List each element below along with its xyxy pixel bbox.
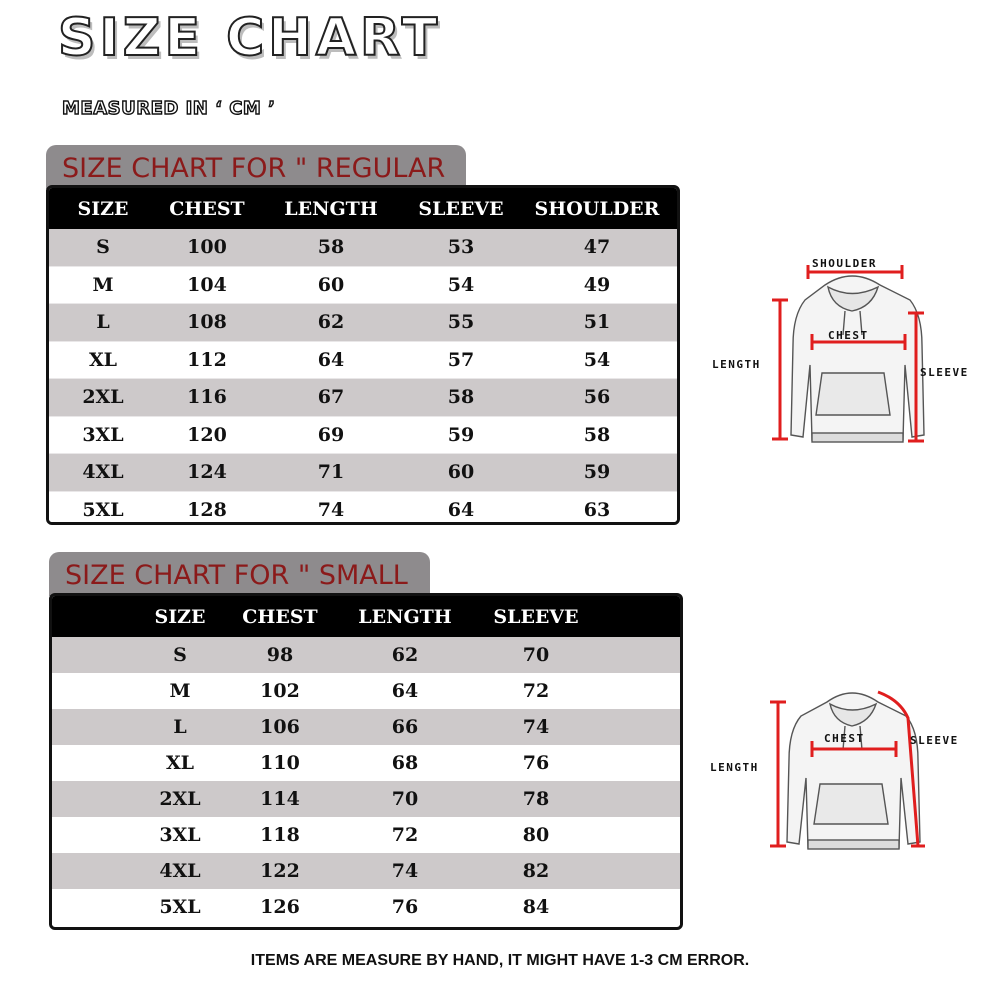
cell-size: 3XL — [82, 423, 124, 446]
disclaimer-note: ITEMS ARE MEASURE BY HAND, IT MIGHT HAVE 1-3 CM ERROR. — [250, 952, 750, 969]
cell-sleeve: 54 — [447, 273, 475, 296]
cell-size: M — [169, 680, 191, 702]
cell-length: 66 — [391, 716, 419, 738]
length-measure-label: LENGTH — [712, 358, 761, 371]
cell-sleeve: 76 — [522, 752, 550, 774]
cell-chest: 98 — [266, 644, 294, 666]
cell-shoulder: 59 — [583, 461, 611, 484]
cell-chest: 100 — [187, 236, 227, 259]
table-row — [52, 853, 680, 889]
cell-size: L — [96, 311, 110, 334]
sleeve-measure-label: SLEEVE — [910, 734, 959, 747]
cell-length: 70 — [391, 788, 419, 810]
cell-shoulder: 56 — [583, 386, 611, 409]
table-row — [49, 491, 677, 526]
column-header-length: LENGTH — [284, 197, 378, 220]
cell-shoulder: 49 — [583, 273, 611, 296]
table-row — [49, 266, 677, 304]
table-row — [52, 637, 680, 673]
cell-length: 58 — [317, 236, 345, 259]
cell-sleeve: 60 — [447, 461, 475, 484]
regular-size-table — [46, 185, 680, 525]
column-header-sleeve: SLEEVE — [418, 197, 504, 220]
cell-length: 71 — [317, 461, 345, 484]
cell-length: 72 — [391, 824, 419, 846]
cell-size: XL — [165, 752, 195, 774]
table-body — [49, 229, 677, 525]
column-header-sleeve: SLEEVE — [493, 605, 579, 628]
cell-length: 68 — [391, 752, 419, 774]
table-row — [52, 709, 680, 745]
cell-sleeve: 80 — [522, 824, 550, 846]
column-header-size: SIZE — [154, 605, 206, 628]
chest-measure-label: CHEST — [828, 329, 869, 342]
length-measure-label: LENGTH — [710, 761, 759, 774]
table-row — [49, 229, 677, 266]
cell-sleeve: 70 — [522, 644, 550, 666]
cell-chest: 124 — [187, 461, 227, 484]
cell-sleeve: 84 — [522, 896, 550, 918]
cell-shoulder: 58 — [583, 423, 611, 446]
chest-measure-label: CHEST — [824, 732, 865, 745]
cell-sleeve: 64 — [447, 498, 475, 521]
column-header-shoulder: SHOULDER — [534, 197, 660, 220]
page-title: SIZE CHART — [58, 8, 442, 68]
table-row — [52, 673, 680, 709]
sleeve-measure-label: SLEEVE — [920, 366, 969, 379]
cell-sleeve: 59 — [447, 423, 475, 446]
column-header-chest: CHEST — [242, 605, 318, 628]
cell-chest: 126 — [260, 896, 300, 918]
cell-sleeve: 57 — [447, 348, 475, 371]
cell-sleeve: 82 — [522, 860, 550, 882]
cell-chest: 112 — [187, 348, 227, 371]
table-header — [52, 596, 680, 637]
regular-measure-diagram — [700, 245, 1000, 455]
table-row — [52, 889, 680, 925]
cell-shoulder: 54 — [583, 348, 611, 371]
regular-section-label: SIZE CHART FOR " REGULAR — [46, 145, 466, 189]
column-header-size: SIZE — [77, 197, 129, 220]
cell-size: 5XL — [82, 498, 124, 521]
cell-chest: 118 — [260, 824, 300, 846]
cell-length: 62 — [391, 644, 419, 666]
cell-sleeve: 58 — [447, 386, 475, 409]
table-row — [52, 817, 680, 853]
cell-chest: 114 — [260, 788, 300, 810]
cell-length: 74 — [391, 860, 419, 882]
cell-length: 67 — [317, 386, 345, 409]
cell-size: XL — [88, 348, 118, 371]
table-row — [49, 378, 677, 416]
table-row — [49, 341, 677, 379]
cell-sleeve: 55 — [447, 311, 475, 334]
cell-size: 2XL — [159, 788, 201, 810]
table-row — [49, 416, 677, 454]
cell-chest: 120 — [187, 423, 227, 446]
cell-size: 3XL — [159, 824, 201, 846]
table-row — [52, 781, 680, 817]
small-section-label: SIZE CHART FOR " SMALL — [49, 552, 430, 596]
hoodie-icon — [700, 245, 1000, 455]
cell-length: 76 — [391, 896, 419, 918]
cell-size: M — [92, 273, 114, 296]
table-row — [49, 303, 677, 341]
table-body — [52, 637, 680, 925]
page-subtitle: MEASURED IN ‘ CM ’ — [62, 98, 276, 119]
cell-chest: 104 — [187, 273, 227, 296]
cell-size: 2XL — [82, 386, 124, 409]
table-header — [49, 188, 677, 229]
cell-length: 64 — [391, 680, 419, 702]
cell-length: 64 — [317, 348, 345, 371]
column-header-chest: CHEST — [169, 197, 245, 220]
cell-sleeve: 74 — [522, 716, 550, 738]
cell-chest: 116 — [187, 386, 227, 409]
table-row — [49, 453, 677, 491]
table-row — [52, 745, 680, 781]
cell-shoulder: 51 — [583, 311, 611, 334]
cell-size: S — [96, 236, 110, 259]
small-measure-diagram — [700, 670, 1000, 860]
cell-length: 69 — [317, 423, 345, 446]
cell-size: S — [173, 644, 187, 666]
cell-size: 5XL — [159, 896, 201, 918]
cell-chest: 108 — [187, 311, 227, 334]
cell-size: 4XL — [82, 461, 124, 484]
shoulder-measure-label: SHOULDER — [812, 257, 877, 270]
cell-chest: 110 — [260, 752, 300, 774]
cell-length: 62 — [317, 311, 345, 334]
cell-chest: 102 — [260, 680, 300, 702]
cell-shoulder: 47 — [583, 236, 611, 259]
column-header-length: LENGTH — [358, 605, 452, 628]
cell-length: 74 — [317, 498, 345, 521]
small-size-table — [49, 593, 683, 930]
cell-chest: 106 — [260, 716, 300, 738]
cell-sleeve: 72 — [522, 680, 550, 702]
cell-sleeve: 53 — [447, 236, 475, 259]
cell-length: 60 — [317, 273, 345, 296]
cell-shoulder: 63 — [583, 498, 611, 521]
cell-sleeve: 78 — [522, 788, 550, 810]
cell-size: 4XL — [159, 860, 201, 882]
cell-chest: 122 — [260, 860, 300, 882]
cell-size: L — [173, 716, 187, 738]
cell-chest: 128 — [187, 498, 227, 521]
